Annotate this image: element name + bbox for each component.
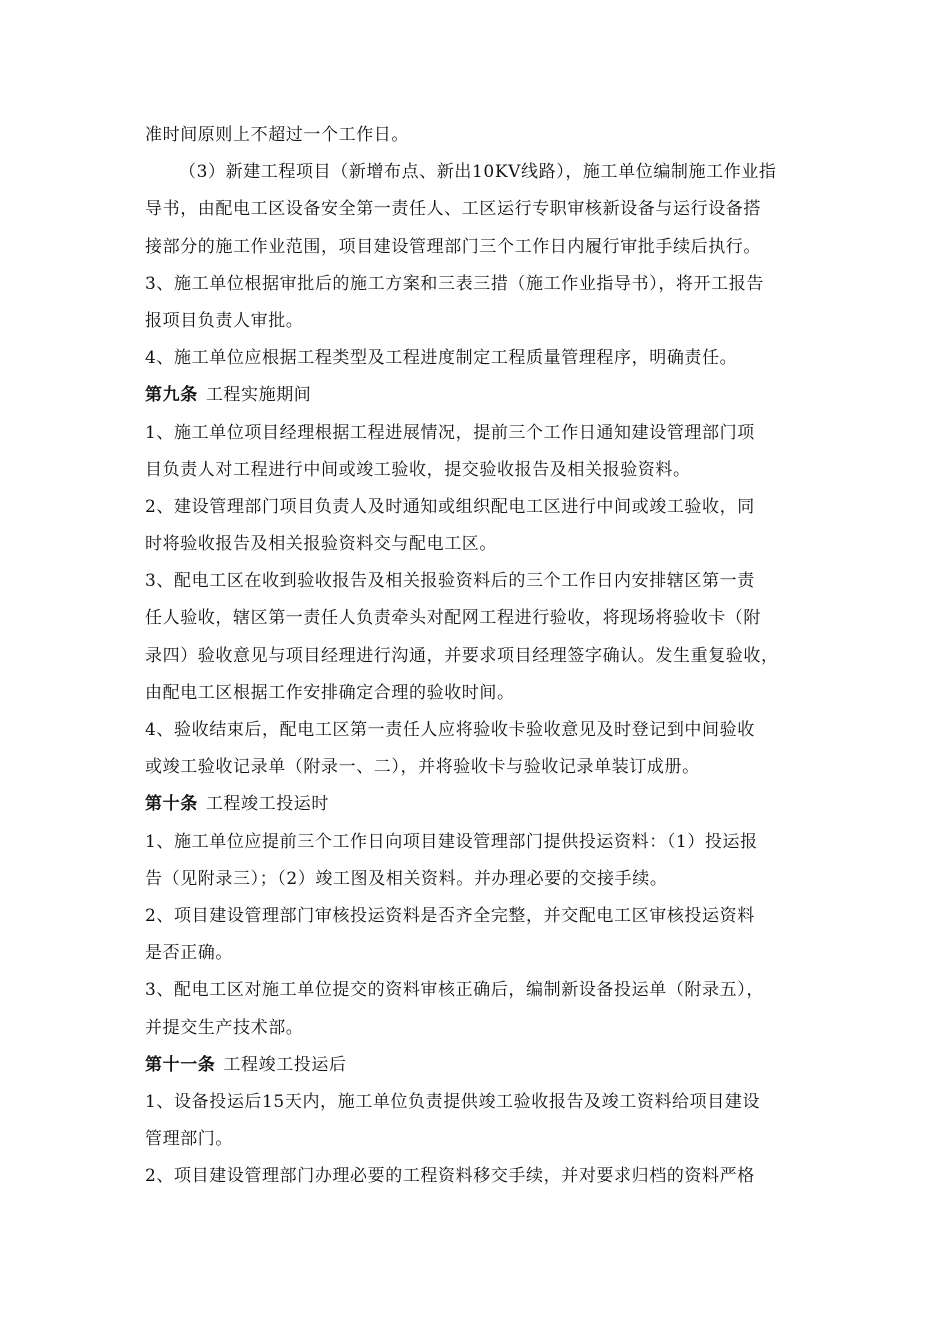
paragraph-line: 准时间原则上不超过一个工作日。	[145, 125, 409, 145]
paragraph-line: 1、施工单位项目经理根据工程进展情况，提前三个工作日通知建设管理部门项	[145, 422, 755, 443]
article-title: 工程竣工投运时	[205, 794, 330, 815]
article-number: 第十条	[145, 794, 198, 815]
article-title: 工程竣工投运后	[223, 1054, 347, 1075]
paragraph-line: 时将验收报告及相关报验资料交与配电工区。	[145, 534, 497, 555]
article-number: 第九条	[145, 385, 198, 406]
article-number: 第十一条	[145, 1054, 216, 1075]
article-heading	[145, 377, 813, 414]
paragraph-line: 录四）验收意见与项目经理进行沟通，并要求项目经理签字确认。发生重复验收，	[145, 645, 779, 666]
paragraph-line: 1、设备投运后15天内，施工单位负责提供竣工验收报告及竣工资料给项目建设	[145, 1091, 761, 1112]
paragraph-line: 4、施工单位应根据工程类型及工程进度制定工程质量管理程序，明确责任。	[145, 348, 738, 369]
paragraph-line: 管理部门。	[145, 1129, 233, 1150]
paragraph-line: 是否正确。	[145, 943, 233, 964]
paragraph-line: 4、验收结束后，配电工区第一责任人应将验收卡验收意见及时登记到中间验收	[145, 720, 755, 740]
paragraph-line: 报项目负责人审批。	[145, 310, 304, 331]
paragraph-line: 2、项目建设管理部门审核投运资料是否齐全完整，并交配电工区审核投运资料	[145, 905, 755, 926]
document-body	[145, 117, 813, 1195]
paragraph-line: （3）新建工程项目（新增布点、新出10KV线路），施工单位编制施工作业指	[179, 162, 777, 183]
paragraph-line: 2、项目建设管理部门办理必要的工程资料移交手续，并对要求归档的资料严格	[145, 1166, 755, 1187]
paragraph-line: 任人验收，辖区第一责任人负责牵头对配网工程进行验收，将现场将验收卡（附	[145, 608, 761, 629]
paragraph-line: 3、配电工区在收到验收报告及相关报验资料后的三个工作日内安排辖区第一责	[145, 571, 755, 592]
paragraph-line: 或竣工验收记录单（附录一、二），并将验收卡与验收记录单装订成册。	[145, 757, 700, 778]
paragraph-line: 目负责人对工程进行中间或竣工验收，提交验收报告及相关报验资料。	[145, 459, 691, 480]
paragraph-line: 接部分的施工作业范围，项目建设管理部门三个工作日内履行审批手续后执行。	[145, 236, 761, 257]
paragraph-line: 由配电工区根据工作安排确定合理的验收时间。	[145, 682, 515, 703]
article-heading	[145, 1047, 813, 1084]
paragraph-line: 导书，由配电工区设备安全第一责任人、工区运行专职审核新设备与运行设备搭	[145, 199, 761, 220]
paragraph-line: 2、建设管理部门项目负责人及时通知或组织配电工区进行中间或竣工验收，同	[145, 496, 755, 517]
paragraph-line: 告（见附录三）；（2）竣工图及相关资料。并办理必要的交接手续。	[145, 868, 668, 889]
paragraph-line: 3、施工单位根据审批后的施工方案和三表三措（施工作业指导书），将开工报告	[145, 273, 764, 294]
article-title: 工程实施期间	[205, 385, 312, 406]
paragraph-line: 3、配电工区对施工单位提交的资料审核正确后，编制新设备投运单（附录五），	[145, 980, 764, 1001]
paragraph-line: 1、施工单位应提前三个工作日向项目建设管理部门提供投运资料：（1）投运报	[145, 831, 758, 852]
article-heading	[145, 786, 813, 823]
paragraph-line: 并提交生产技术部。	[145, 1017, 304, 1038]
